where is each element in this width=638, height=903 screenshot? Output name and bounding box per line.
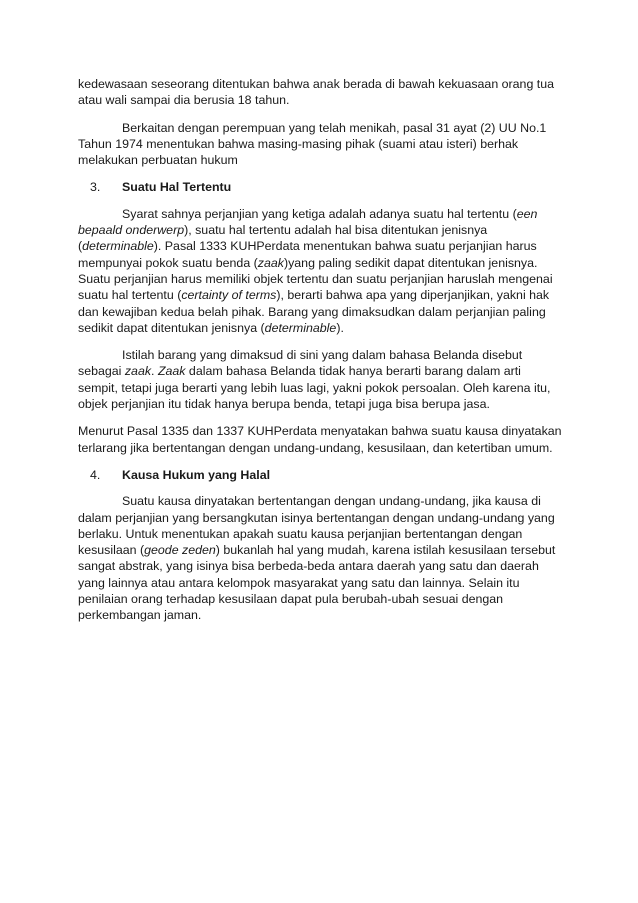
italic-term: determinable (82, 239, 154, 254)
italic-term: certainty of terms (181, 288, 277, 303)
text-run: ), berarti bahwa apa yang diperjanjikan, yakni hak dan kewajiban kedua belah pihak. Barang yang dimaksudkan dalam perjanjian paling sedikit dapat ditentukan jenisnya ( (78, 288, 550, 335)
paragraph-text: Berkaitan dengan perempuan yang telah menikah, pasal 31 ayat (2) UU No.1 Tahun 1974 menentukan bahwa masing-masing pihak (suami atau isteri) berhak melakukan perbuatan hukum (78, 120, 547, 168)
paragraph-kedewasaan (78, 76, 564, 109)
section-number: 3. (90, 180, 101, 195)
section-heading-4 (78, 467, 564, 483)
paragraph-perempuan-menikah (78, 120, 564, 169)
text-run: dalam bahasa Belanda tidak hanya berarti barang dalam arti sempit, tetapi juga berarti yang lebih luas lagi, yakni pokok persoalan. Oleh karena itu, objek perjanjian itu tidak hanya berupa benda, tetapi juga bisa berupa jasa. (78, 364, 551, 412)
text-run: )yang paling sedikit dapat ditentukan jenisnya. Suatu perjanjian harus memiliki objek tertentu dan suatu perjanjian haruslah mengenai suatu hal tertentu ( (78, 255, 553, 303)
italic-term: determinable (264, 320, 337, 335)
section-number: 4. (90, 467, 101, 482)
text-run: Syarat sahnya perjanjian yang ketiga adalah adanya suatu hal tertentu ( (122, 206, 517, 221)
paragraph-text: kedewasaan seseorang ditentukan bahwa anak berada di bawah kekuasaan orang tua atau wali sampai dia berusia 18 tahun. (78, 77, 555, 108)
section-title: Kausa Hukum yang Halal (122, 467, 271, 482)
italic-term: een bepaald onderwerp (78, 206, 538, 238)
section-title: Suatu Hal Tertentu (122, 180, 232, 195)
text-run: ) bukanlah hal yang mudah, karena istilah kesusilaan tersebut sangat abstrak, yang isinya bisa berbeda-beda antara daerah yang satu dan daerah yang lainnya atau antara kelompok masyarakat yang satu dan lainnya. Selain itu penilaian orang terhadap kesusilaan dapat pula berubah-ubah sesuai dengan perkembangan jaman. (78, 543, 556, 623)
text-run: Suatu kausa dinyatakan bertentangan dengan undang-undang, jika kausa di dalam perjanjian yang bersangkutan isinya bertentangan dengan undang-undang yang berlaku. Untuk menentukan apakah suatu kausa perjanjian bertentangan dengan kesusilaan ( (78, 494, 555, 558)
paragraph-hal-tertentu (78, 206, 564, 336)
paragraph-kausa-halal (78, 493, 564, 623)
paragraph-istilah-barang (78, 347, 564, 412)
text-run: ). (336, 320, 344, 335)
italic-term: zaak (257, 255, 284, 270)
italic-term: zaak (124, 364, 152, 379)
section-heading-3 (78, 179, 564, 195)
text-run: ), suatu hal tertentu adalah hal bisa ditentukan jenisnya ( (78, 223, 488, 254)
text-run: Istilah barang yang dimaksud di sini yang dalam bahasa Belanda disebut sebagai (78, 348, 523, 379)
italic-term: Zaak (157, 364, 186, 379)
document-page (78, 76, 564, 635)
text-run: . (151, 364, 158, 379)
italic-term: geode zeden (144, 543, 216, 558)
paragraph-text: Menurut Pasal 1335 dan 1337 KUHPerdata menyatakan bahwa suatu kausa dinyatakan terlarang jika bertentangan dengan undang-undang, kesusilaan, dan ketertiban umum. (78, 424, 562, 455)
text-run: ). Pasal 1333 KUHPerdata menentukan bahwa suatu perjanjian harus mempunyai pokok suatu benda ( (78, 239, 537, 270)
paragraph-kausa-terlarang (78, 423, 564, 456)
